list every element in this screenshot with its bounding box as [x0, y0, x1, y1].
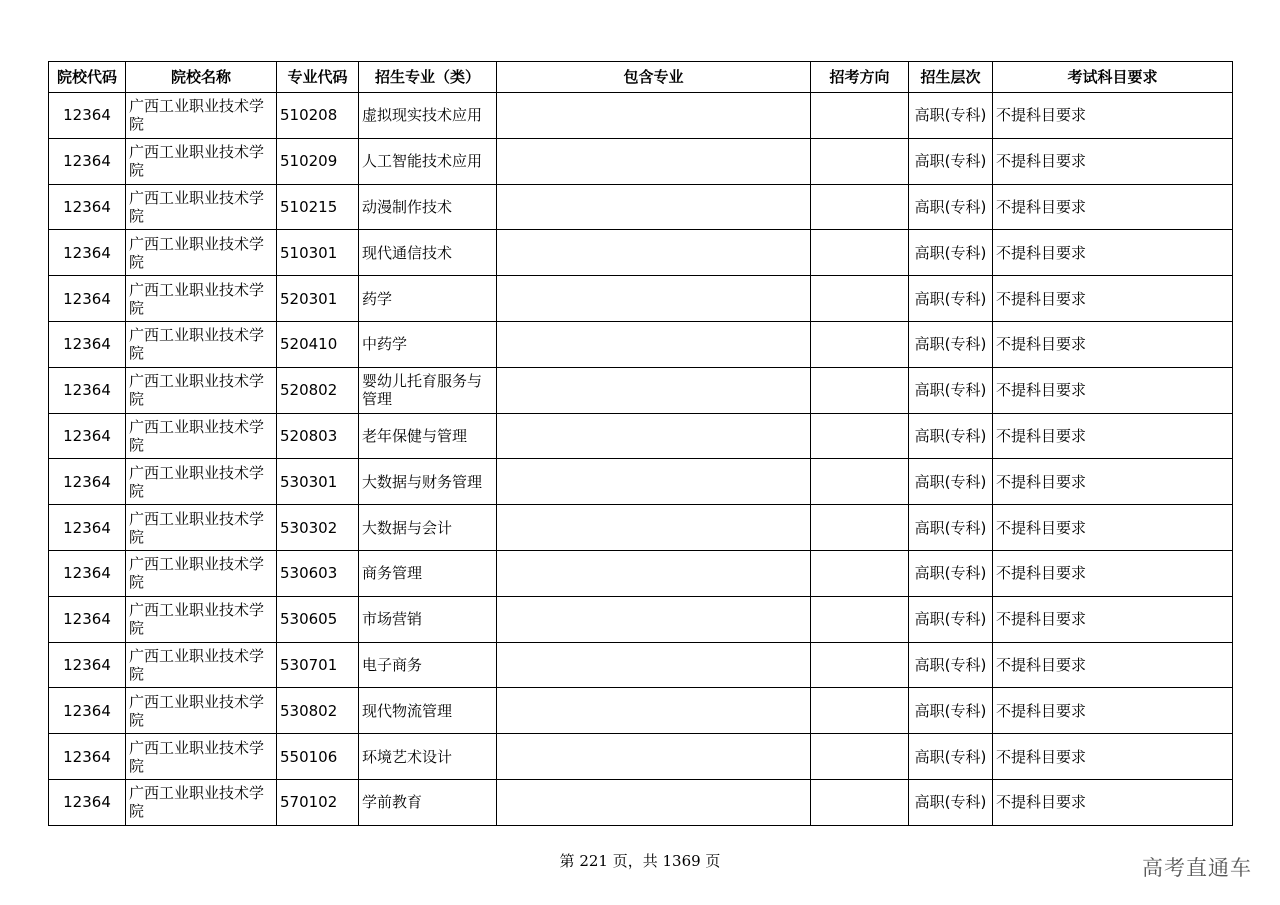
- cell-exam-requirement: 不提科目要求: [993, 230, 1233, 276]
- cell-level: 高职(专科): [909, 779, 993, 825]
- header-major-code: 专业代码: [277, 62, 359, 93]
- table-row: [49, 459, 1233, 505]
- cell-school-name: 广西工业职业技术学院: [126, 276, 277, 322]
- cell-level: 高职(专科): [909, 642, 993, 688]
- cell-direction: [811, 734, 909, 780]
- cell-major-code: 570102: [277, 779, 359, 825]
- cell-exam-requirement: 不提科目要求: [993, 276, 1233, 322]
- cell-school-code: 12364: [49, 138, 126, 184]
- cell-included-majors: [497, 230, 811, 276]
- cell-school-code: 12364: [49, 413, 126, 459]
- header-exam-requirement: 考试科目要求: [993, 62, 1233, 93]
- cell-major: 学前教育: [359, 779, 497, 825]
- cell-school-name: 广西工业职业技术学院: [126, 138, 277, 184]
- cell-school-code: 12364: [49, 459, 126, 505]
- cell-level: 高职(专科): [909, 734, 993, 780]
- cell-level: 高职(专科): [909, 688, 993, 734]
- cell-major: 大数据与财务管理: [359, 459, 497, 505]
- header-direction: 招考方向: [811, 62, 909, 93]
- cell-major: 现代通信技术: [359, 230, 497, 276]
- cell-major-code: 530302: [277, 505, 359, 551]
- cell-level: 高职(专科): [909, 138, 993, 184]
- table-row: [49, 138, 1233, 184]
- cell-level: 高职(专科): [909, 321, 993, 367]
- cell-included-majors: [497, 596, 811, 642]
- cell-exam-requirement: 不提科目要求: [993, 413, 1233, 459]
- cell-major-code: 520410: [277, 321, 359, 367]
- cell-included-majors: [497, 138, 811, 184]
- table-row: [49, 779, 1233, 825]
- cell-direction: [811, 550, 909, 596]
- cell-school-name: 广西工业职业技术学院: [126, 230, 277, 276]
- cell-major: 电子商务: [359, 642, 497, 688]
- cell-level: 高职(专科): [909, 596, 993, 642]
- cell-included-majors: [497, 505, 811, 551]
- cell-direction: [811, 138, 909, 184]
- table-row: [49, 688, 1233, 734]
- cell-direction: [811, 367, 909, 413]
- cell-direction: [811, 230, 909, 276]
- cell-school-name: 广西工业职业技术学院: [126, 321, 277, 367]
- cell-major-code: 510208: [277, 93, 359, 139]
- cell-major-code: 520301: [277, 276, 359, 322]
- cell-included-majors: [497, 367, 811, 413]
- cell-major-code: 520802: [277, 367, 359, 413]
- page-number: 第 221 页，共 1369 页: [559, 852, 721, 870]
- cell-included-majors: [497, 276, 811, 322]
- cell-level: 高职(专科): [909, 505, 993, 551]
- cell-school-code: 12364: [49, 642, 126, 688]
- cell-major: 人工智能技术应用: [359, 138, 497, 184]
- table-row: [49, 321, 1233, 367]
- cell-school-name: 广西工业职业技术学院: [126, 367, 277, 413]
- cell-major-code: 530603: [277, 550, 359, 596]
- cell-exam-requirement: 不提科目要求: [993, 779, 1233, 825]
- cell-level: 高职(专科): [909, 230, 993, 276]
- cell-direction: [811, 93, 909, 139]
- cell-level: 高职(专科): [909, 93, 993, 139]
- table-row: [49, 550, 1233, 596]
- cell-major: 药学: [359, 276, 497, 322]
- cell-included-majors: [497, 688, 811, 734]
- cell-school-code: 12364: [49, 596, 126, 642]
- cell-direction: [811, 459, 909, 505]
- cell-level: 高职(专科): [909, 276, 993, 322]
- cell-school-code: 12364: [49, 734, 126, 780]
- cell-major: 老年保健与管理: [359, 413, 497, 459]
- cell-major: 市场营销: [359, 596, 497, 642]
- cell-direction: [811, 596, 909, 642]
- cell-direction: [811, 413, 909, 459]
- cell-included-majors: [497, 734, 811, 780]
- watermark: 高考直通车: [1142, 856, 1252, 880]
- cell-level: 高职(专科): [909, 367, 993, 413]
- cell-exam-requirement: 不提科目要求: [993, 734, 1233, 780]
- cell-school-code: 12364: [49, 505, 126, 551]
- table-header: [49, 62, 1233, 93]
- cell-major-code: 530802: [277, 688, 359, 734]
- cell-school-name: 广西工业职业技术学院: [126, 596, 277, 642]
- cell-school-name: 广西工业职业技术学院: [126, 642, 277, 688]
- table-row: [49, 596, 1233, 642]
- cell-major-code: 510301: [277, 230, 359, 276]
- header-row: [49, 62, 1233, 93]
- cell-major-code: 510215: [277, 184, 359, 230]
- cell-school-code: 12364: [49, 230, 126, 276]
- cell-direction: [811, 688, 909, 734]
- cell-included-majors: [497, 779, 811, 825]
- header-level: 招生层次: [909, 62, 993, 93]
- table-row: [49, 642, 1233, 688]
- cell-level: 高职(专科): [909, 550, 993, 596]
- cell-exam-requirement: 不提科目要求: [993, 321, 1233, 367]
- cell-direction: [811, 276, 909, 322]
- cell-school-name: 广西工业职业技术学院: [126, 688, 277, 734]
- cell-major-code: 530605: [277, 596, 359, 642]
- cell-major-code: 520803: [277, 413, 359, 459]
- cell-exam-requirement: 不提科目要求: [993, 550, 1233, 596]
- table-row: [49, 184, 1233, 230]
- cell-exam-requirement: 不提科目要求: [993, 459, 1233, 505]
- table-row: [49, 230, 1233, 276]
- cell-major-code: 510209: [277, 138, 359, 184]
- cell-included-majors: [497, 321, 811, 367]
- enrollment-table: [48, 61, 1233, 826]
- cell-school-code: 12364: [49, 779, 126, 825]
- cell-major: 大数据与会计: [359, 505, 497, 551]
- cell-included-majors: [497, 184, 811, 230]
- cell-school-code: 12364: [49, 550, 126, 596]
- cell-level: 高职(专科): [909, 184, 993, 230]
- table-row: [49, 93, 1233, 139]
- table-row: [49, 276, 1233, 322]
- cell-school-code: 12364: [49, 276, 126, 322]
- header-major: 招生专业（类）: [359, 62, 497, 93]
- table-row: [49, 413, 1233, 459]
- cell-included-majors: [497, 459, 811, 505]
- cell-exam-requirement: 不提科目要求: [993, 93, 1233, 139]
- cell-major-code: 550106: [277, 734, 359, 780]
- cell-school-name: 广西工业职业技术学院: [126, 413, 277, 459]
- cell-school-name: 广西工业职业技术学院: [126, 93, 277, 139]
- cell-direction: [811, 184, 909, 230]
- cell-school-code: 12364: [49, 688, 126, 734]
- cell-exam-requirement: 不提科目要求: [993, 138, 1233, 184]
- cell-school-name: 广西工业职业技术学院: [126, 779, 277, 825]
- cell-major-code: 530701: [277, 642, 359, 688]
- cell-school-code: 12364: [49, 184, 126, 230]
- cell-included-majors: [497, 93, 811, 139]
- cell-major: 商务管理: [359, 550, 497, 596]
- cell-school-name: 广西工业职业技术学院: [126, 184, 277, 230]
- table-body: [49, 93, 1233, 826]
- cell-major: 婴幼儿托育服务与管理: [359, 367, 497, 413]
- cell-included-majors: [497, 642, 811, 688]
- cell-major: 现代物流管理: [359, 688, 497, 734]
- cell-major: 中药学: [359, 321, 497, 367]
- header-included-majors: 包含专业: [497, 62, 811, 93]
- table-row: [49, 367, 1233, 413]
- cell-level: 高职(专科): [909, 413, 993, 459]
- cell-included-majors: [497, 550, 811, 596]
- cell-exam-requirement: 不提科目要求: [993, 596, 1233, 642]
- cell-school-name: 广西工业职业技术学院: [126, 505, 277, 551]
- cell-direction: [811, 779, 909, 825]
- cell-major: 环境艺术设计: [359, 734, 497, 780]
- cell-exam-requirement: 不提科目要求: [993, 688, 1233, 734]
- cell-included-majors: [497, 413, 811, 459]
- cell-school-name: 广西工业职业技术学院: [126, 734, 277, 780]
- cell-exam-requirement: 不提科目要求: [993, 184, 1233, 230]
- cell-direction: [811, 321, 909, 367]
- cell-exam-requirement: 不提科目要求: [993, 505, 1233, 551]
- table-row: [49, 505, 1233, 551]
- cell-exam-requirement: 不提科目要求: [993, 642, 1233, 688]
- cell-school-code: 12364: [49, 93, 126, 139]
- cell-school-code: 12364: [49, 321, 126, 367]
- header-school-code: 院校代码: [49, 62, 126, 93]
- cell-level: 高职(专科): [909, 459, 993, 505]
- cell-school-code: 12364: [49, 367, 126, 413]
- cell-major: 动漫制作技术: [359, 184, 497, 230]
- cell-major-code: 530301: [277, 459, 359, 505]
- cell-exam-requirement: 不提科目要求: [993, 367, 1233, 413]
- cell-direction: [811, 505, 909, 551]
- cell-major: 虚拟现实技术应用: [359, 93, 497, 139]
- table-row: [49, 734, 1233, 780]
- cell-school-name: 广西工业职业技术学院: [126, 550, 277, 596]
- header-school-name: 院校名称: [126, 62, 277, 93]
- cell-direction: [811, 642, 909, 688]
- cell-school-name: 广西工业职业技术学院: [126, 459, 277, 505]
